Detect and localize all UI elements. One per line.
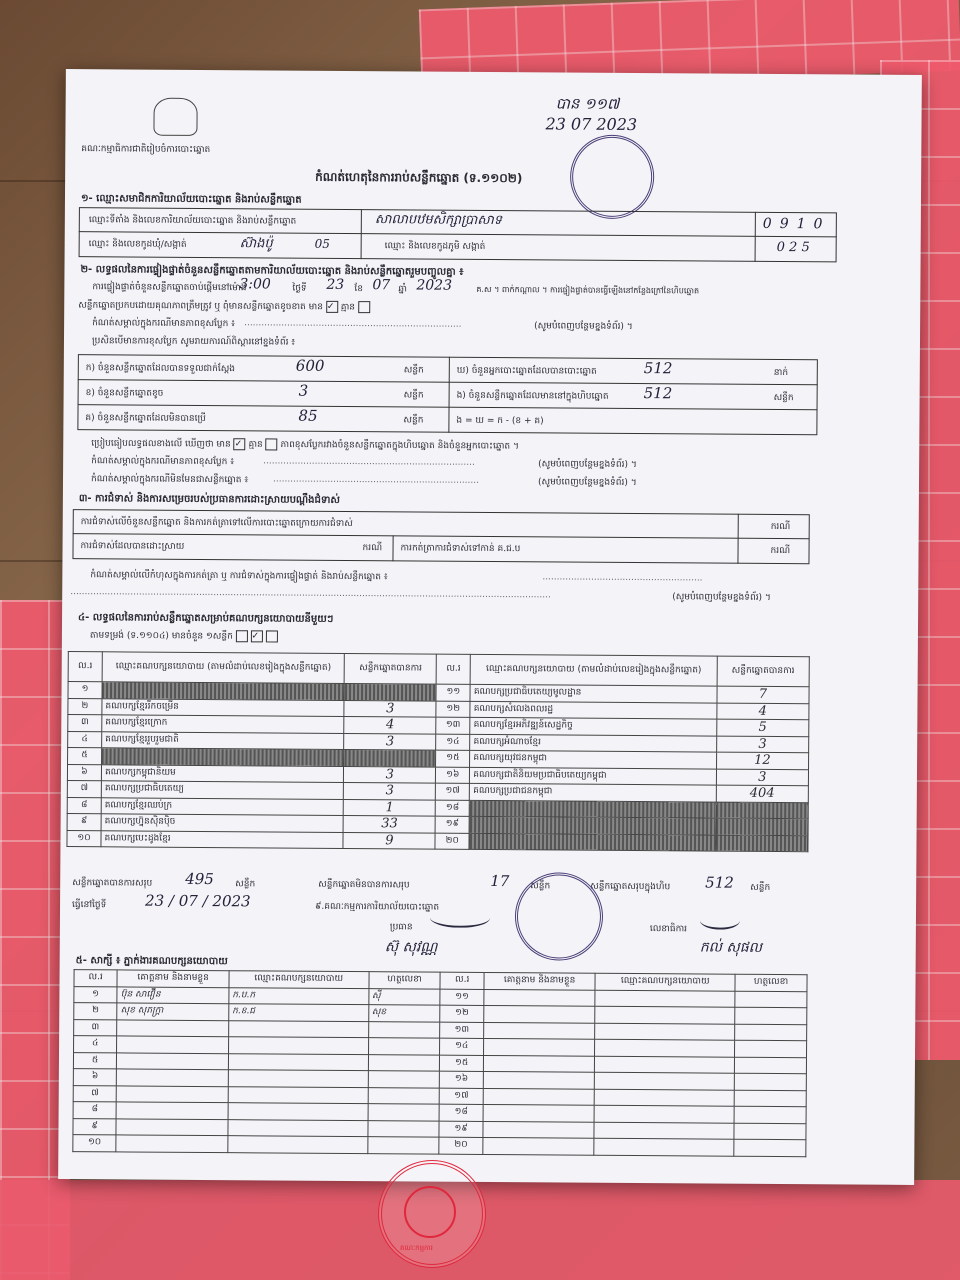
total-box-value: 512 [705, 873, 734, 892]
witness-no: ១៣ [440, 1022, 483, 1039]
party-number: ៩ [67, 814, 101, 831]
empty-cell [483, 1038, 595, 1055]
discrepancy-line: ប្រៀបធៀបលទ្ធផលខាងលើ ឃើញថា មាន ✓ គ្មាន ភាពខុសប្លែករវាងចំនួនសន្លឹកឆ្នោតក្នុងហិបឆ្នោត និងចំនួនអ្នកបោះឆ្នោត ។ [91, 438, 519, 452]
commune-label: ឈ្មោះ និងលេខកូដឃុំ/សង្កាត់ [88, 239, 187, 250]
party-number: ១៥ [436, 750, 470, 767]
witness-name [117, 1019, 229, 1036]
empty-cell [483, 1055, 595, 1072]
party-votes [344, 683, 436, 700]
chair-label: ប្រធាន [389, 922, 413, 933]
party-number: ១២ [436, 701, 470, 718]
year-value: 2023 [416, 277, 453, 294]
party-number: ១៤ [436, 734, 470, 751]
empty-cell [734, 1106, 806, 1123]
empty-cell [734, 1057, 806, 1074]
date-label: ធ្វើនៅថ្ងៃទី [72, 900, 107, 911]
start-time-value: 3:00 [239, 276, 271, 293]
party-name [102, 748, 345, 766]
month-value: 07 [372, 277, 391, 294]
witness-sig [368, 1038, 440, 1055]
party-votes: 12 [716, 752, 808, 769]
party-name [469, 800, 716, 818]
party-votes: 9 [343, 832, 435, 849]
party-name: គណបក្សខ្មែរក្រោក [102, 715, 345, 733]
witness-name [116, 1135, 228, 1152]
party-number: ៣ [68, 715, 102, 732]
party-name: គណបក្សខ្មែររួបរួមជាតិ [102, 731, 345, 749]
stamp-note: បាន ១១៧ [555, 94, 620, 113]
section-4-title: ៤- លទ្ធផលនៃការរាប់សន្លឹកឆ្នោតសម្រាប់គណបក្សនយោបាយនីមួយៗ [78, 612, 334, 625]
witness-no: ៥ [73, 1052, 116, 1069]
party-votes: 404 [716, 785, 808, 802]
witness-no: ១៧ [440, 1088, 483, 1105]
empty-cell [595, 1006, 735, 1023]
start-time-label: ការផ្ទៀងផ្ទាត់ចំនួនសន្លឹកឆ្នោតចាប់ផ្តើមនៅម៉ោង [92, 282, 247, 294]
witness-no: ១៨ [440, 1104, 483, 1121]
empty-cell [594, 1105, 734, 1122]
party-votes: 3 [344, 733, 436, 750]
witness-party [228, 1136, 368, 1153]
party-number: ៤ [68, 731, 102, 748]
section-3-title: ៣- ការជំទាស់ និងការសម្រេចរបស់ប្រធានការដោះស្រាយបណ្ដឹងជំទាស់ [78, 493, 340, 506]
witness-no: ១៦ [440, 1071, 483, 1088]
party-votes: 4 [344, 716, 436, 733]
party-name: គណបក្សខ្មែរឈប់ក្រ [101, 797, 344, 815]
party-name: គណបក្សសំលេងពលរដ្ឋ [470, 701, 717, 719]
count-d-value: 512 [643, 359, 673, 378]
witness-party [228, 1086, 368, 1103]
section-1-title: ១- ឈ្មោះសមាជិកការិយាល័យបោះឆ្នោត និងរាប់សន្លឹកឆ្នោត [80, 193, 302, 206]
party-name [469, 816, 716, 834]
party-number: ១៩ [435, 816, 469, 833]
party-name: គណបក្សខ្មែររីកចម្រើន [102, 698, 345, 716]
village-label: ឈ្មោះ និងលេខកូដភូមិ សង្កាត់ [384, 241, 486, 252]
party-name: គណបក្សប្រជាធិបតេយ្យ [101, 781, 344, 799]
empty-cell [734, 1073, 806, 1090]
party-number: ២ [68, 698, 102, 715]
emblem-icon [153, 98, 197, 136]
count-c-value: 85 [298, 406, 318, 425]
empty-cell [594, 1122, 734, 1139]
empty-cell [595, 1023, 735, 1040]
section-2-title: ២- លទ្ធផលនៃការផ្ទៀងផ្ទាត់ចំនួនសន្លឹកឆ្នោតតាមការិយាល័យបោះឆ្នោត និងរាប់សន្លឹកឆ្នោតរួមបញ្ចូលគ្នា ៖ [80, 264, 464, 278]
witness-sig [367, 1137, 439, 1154]
era-text: គ.ស ។ ពាក់កណ្ដាល ។ ការផ្ទៀងផ្ទាត់បានធ្វើឡើងនៅកន្លែងក្រៅនៃហិបឆ្នោត [476, 284, 700, 296]
witness-no: ២ [74, 1003, 117, 1020]
hint-1: (សូមបំពេញបន្ថែមខ្នងទំព័រ) ។ [534, 321, 633, 332]
witness-name: សុខ សុភក្ត្រា [117, 1003, 229, 1020]
party-name: គណបក្សហ្វ៊ុនស៊ិនប៉ិច [101, 814, 344, 832]
witness-no: ១០ [73, 1135, 116, 1152]
witness-name [117, 1085, 229, 1102]
secretary-name: កល់ សុផល [699, 939, 763, 956]
office-name-label: ឈ្មោះទីតាំង និងលេខការិយាល័យបោះឆ្នោត និងរាប់សន្លឹកឆ្នោត [88, 215, 297, 227]
empty-cell [595, 1072, 735, 1089]
committee-seal-purple [515, 872, 604, 961]
witness-party [228, 1053, 368, 1070]
empty-cell [594, 1138, 734, 1155]
party-name: គណបក្សបេះដូងខ្មែរ [101, 830, 344, 848]
party-votes: 3 [344, 766, 436, 783]
office-name-value: សាលាបឋមសិក្សាប្រាសាទ [374, 212, 503, 229]
after-objection-note: កំណត់សម្គាល់លើកំហុសក្នុងការកត់ត្រា ឬ ការជំទាស់ក្នុងការផ្ទៀងផ្ទាត់ និងរាប់សន្លឹកឆ្នោត ៖ [90, 570, 388, 583]
total-valid-label: សន្លឹកឆ្នោតបានការសរុប [72, 878, 153, 889]
party-name [102, 682, 345, 700]
witness-party [228, 1070, 368, 1087]
official-seal-purple [570, 135, 655, 220]
party-number: ១០ [67, 830, 101, 847]
witness-name [117, 1069, 229, 1086]
party-name: គណបក្សអំណាចខ្មែរ [470, 734, 717, 752]
quality-line: សន្លឹកឆ្នោតប្រកបដោយគុណភាពត្រឹមត្រូវ ឬ ពុំមានសន្លឹកឆ្នោតខូចខាត មាន ✓ គ្មាន [78, 299, 370, 315]
witness-name [116, 1118, 228, 1135]
empty-cell [735, 1007, 807, 1024]
party-votes: 3 [716, 736, 808, 753]
witness-no: ១ [74, 986, 117, 1003]
empty-cell [483, 1071, 595, 1088]
commune-value: ស៊ាងប៉ូ [239, 236, 273, 252]
party-votes: 3 [716, 769, 808, 786]
party-votes [716, 802, 808, 819]
witness-sig [368, 1021, 440, 1038]
empty-cell [735, 1024, 807, 1041]
witness-no: ៩ [73, 1118, 116, 1135]
witness-party [228, 1037, 368, 1054]
form-title: កំណត់ហេតុនៃការរាប់សន្លឹកឆ្នោត (ទ.១១០២) [315, 169, 523, 186]
witness-sig [368, 1054, 440, 1071]
empty-cell [484, 1005, 596, 1022]
party-votes: 1 [344, 799, 436, 816]
empty-cell [734, 1090, 806, 1107]
party-number: ១១ [436, 684, 470, 701]
empty-cell [595, 990, 735, 1007]
section-5-title: ៥- សាក្សី ៖ ភ្នាក់ងារគណបក្សនយោបាយ [75, 955, 228, 968]
witness-name [117, 1052, 229, 1069]
office-code: 0910 [762, 215, 831, 233]
party-number: ៦ [67, 764, 101, 781]
party-name: គណបក្សជាតិនិយមប្រជាធិបតេយ្យកម្ពុជា [470, 767, 717, 785]
witness-table: ល.រ គោត្តនាម និងនាមខ្លួន ឈ្មោះគណបក្សនយោបាយ ហត្ថលេខា ល.រ គោត្តនាម និងនាមខ្លួន ឈ្មោះគណបក្សនយោបាយ ហត្ថលេខា ១ ប៊ុន សាវឿន ក.ប.ក ស៊ី ១១ ២ សុខ សុភក្ត្រា ក.ខ.ជ សុខ ១២ ៣ ១៣ ៤ ១៤ ៥ ១៥ ៦ ១៦ ៧ ១៧ ៨ ១៨ ៩ ១៩ ១០ ២០ [72, 969, 807, 1157]
party-votes: 5 [717, 719, 809, 736]
witness-party [228, 1103, 368, 1120]
party-number: ៥ [68, 748, 102, 765]
count-a-value: 600 [295, 356, 325, 375]
count-e-value: 512 [643, 384, 673, 403]
total-invalid-label: សន្លឹកឆ្នោតមិនបានការសរុប [318, 879, 410, 891]
witness-party: ក.ខ.ជ [229, 1004, 369, 1021]
party-number: ២០ [435, 833, 469, 850]
party-number: ១៧ [436, 783, 470, 800]
witness-no: ១២ [440, 1005, 483, 1022]
chair-signature [430, 908, 490, 928]
witness-name [116, 1102, 228, 1119]
witness-no: ១៩ [439, 1121, 482, 1138]
witness-no: ៤ [74, 1036, 117, 1053]
empty-cell [595, 1056, 735, 1073]
note-line: ប្រសិនបើមានការខុសប្លែក សូមរាយការណ៍ពិស្ដារនៅខ្នងទំព័រ ៖ [91, 336, 296, 348]
witness-sig [368, 1104, 440, 1121]
empty-cell [483, 1088, 595, 1105]
witness-no: ៦ [73, 1069, 116, 1086]
witness-party [228, 1119, 368, 1136]
none-checkbox[interactable] [358, 301, 370, 313]
empty-cell [484, 989, 596, 1006]
witness-name: ប៊ុន សាវឿន [117, 986, 229, 1003]
party-votes: 33 [344, 815, 436, 832]
party-name: គណបក្សយុវជនកម្ពុជា [470, 750, 717, 768]
witness-sig [367, 1120, 439, 1137]
empty-cell [735, 991, 807, 1008]
party-votes [716, 835, 808, 852]
party-votes: 7 [717, 686, 809, 703]
empty-cell [735, 1040, 807, 1057]
red-official-seal: គណៈកម្មការ [378, 1160, 486, 1268]
party-number: ១៦ [436, 767, 470, 784]
discrepancy-have-checkbox[interactable]: ✓ [234, 438, 246, 450]
empty-cell [483, 1121, 595, 1138]
ministry-header: គណៈកម្មាធិការជាតិរៀបចំការបោះឆ្នោត [81, 144, 211, 156]
empty-cell [734, 1139, 806, 1156]
secretary-signature [700, 911, 740, 929]
election-form-sheet: គណៈកម្មាធិការជាតិរៀបចំការបោះឆ្នោត បាន ១១៧ 23 07 2023 កំណត់ហេតុនៃការរាប់សន្លឹកឆ្នោត (ទ.១១០២) ១- ឈ្មោះសមាជិកការិយាល័យបោះឆ្នោត និងរាប់សន្លឹកឆ្នោត ឈ្មោះទីតាំង និងលេខការិយាល័យបោះឆ្នោត និងរាប់សន្លឹកឆ្នោត សាលាបឋមសិក្សាប្រាសាទ ឈ្មោះ និងលេខកូដឃុំ/សង្កាត់ ស៊ាងប៉ូ 05 ឈ្មោះ និងលេខកូដភូមិ សង្កាត់ 0910 0 2 5 ២- លទ្ធផលនៃការផ្ទៀងផ្ទាត់ចំនួនសន្លឹកឆ្នោតតាមការិយាល័យបោះឆ្នោត និងរាប់សន្លឹកឆ្នោតរួមបញ្ចូលគ្នា ៖ ការផ្ទៀងផ្ទាត់ចំនួនសន្លឹកឆ្នោតចាប់ផ្តើមនៅម៉ោង 3:00 ថ្ងៃទី 23 ខែ 07 ឆ្នាំ 2023 គ.ស ។ ពាក់កណ្ដាល ។ ការផ្ទៀងផ្ទាត់បានធ្វើឡើងនៅកន្លែងក្រៅនៃហិបឆ្នោត សន្លឹកឆ្នោតប្រកបដោយគុណភាពត្រឹមត្រូវ ឬ ពុំមានសន្លឹកឆ្នោតខូចខាត មាន ✓ គ្មាន កំណត់សម្គាល់ក្នុងករណីមានភាពខុសប្លែក ៖ ............................................................................ (សូមបំពេញបន្ថែមខ្នងទំព័រ) ។ ប្រសិនបើមានការខុសប្លែក សូមរាយការណ៍ពិស្ដារនៅខ្នងទំព័រ ៖ ក) ចំនួនសន្លឹកឆ្នោតដែលបានទទួលជាក់ស្តែង 600 សន្លឹក ខ) ចំនួនសន្លឹកឆ្នោតខូច 3 សន្លឹក គ) ចំនួនសន្លឹកឆ្នោតដែលមិនបានប្រើ 85 សន្លឹក ឃ) ចំនួនអ្នកបោះឆ្នោតដែលបានបោះឆ្នោត 512 នាក់ ង) ចំនួនសន្លឹកឆ្នោតដែលមាននៅក្នុងហិបឆ្នោត 512 សន្លឹក ង = ឃ = ក - (ខ + គ) ប្រៀបធៀបលទ្ធផលខាងលើ ឃើញថា មាន ✓ គ្មាន ភាពខុសប្លែករវាងចំនួនសន្លឹកឆ្នោតក្នុងហិបឆ្នោត និងចំនួនអ្នកបោះឆ្នោត ។ កំណត់សម្គាល់ក្នុងករណីមានភាពខុសប្លែក ៖ .......................................................................... (សូមបំពេញបន្ថែមខ្នងទំព័រ) ។ កំណត់សម្គាល់ក្នុងករណីមិនមែនជាសន្លឹកឆ្នោត ៖ ........................................................................ (សូមបំពេញបន្ថែមខ្នងទំព័រ) ។ ៣- ការជំទាស់ និងការសម្រេចរបស់ប្រធានការដោះស្រាយបណ្ដឹងជំទាស់ ការជំទាស់លើចំនួនសន្លឹកឆ្នោត និងការកត់ត្រាទៅលើការបោះឆ្នោតក្រោយការជំទាស់ ករណី ការជំទាស់ដែលបានដោះស្រាយ ករណី ការកត់ត្រាការជំទាស់ទៅកាន់ គ.ជ.ប ករណី កំណត់សម្គាល់លើកំហុសក្នុងការកត់ត្រា ឬ ការជំទាស់ក្នុងការផ្ទៀងផ្ទាត់ និងរាប់សន្លឹកឆ្នោត ៖ ........................................................ ........................................................................................................................................................................ (សូមបំពេញបន្ថែមខ្នងទំព័រ) ។ ៤- លទ្ធផលនៃការរាប់សន្លឹកឆ្នោតសម្រាប់គណបក្សនយោបាយនីមួយៗ តាមទម្រង់ (ទ.១១០៤) មានចំនួន ១សន្លឹក ✓ ល.រ ឈ្មោះគណបក្សនយោបាយ (តាមលំដាប់លេខរៀងក្នុងសន្លឹកឆ្នោត) សន្លឹកឆ្នោតបានការ ល.រ ឈ្មោះគណបក្សនយោបាយ (តាមលំដាប់លេខរៀងក្នុងសន្លឹកឆ្នោត) សន្លឹកឆ្នោតបានការ ១ ១១ គណបក្សប្រជាធិបតេយ្យមូលដ្ឋាន 7 ២ គណបក្សខ្មែររីកចម្រើន 3 ១២ គណបក្សសំលេងពលរដ្ឋ 4 ៣ គណបក្សខ្មែរក្រោក 4 ១៣ គណបក្សខ្មែរអភិវឌ្ឍន៍សេដ្ឋកិច្ច 5 ៤ គណបក្សខ្មែររួបរួមជាតិ 3 ១៤ គណបក្សអំណាចខ្មែរ 3 ៥ ១៥ គណបក្សយុវជនកម្ពុជា 12 ៦ គណបក្សកម្ពុជានិយម 3 ១៦ គណបក្សជាតិនិយមប្រជាធិបតេយ្យកម្ពុជា 3 ៧ គណបក្សប្រជាធិបតេយ្យ 3 ១៧ គណបក្សប្រជាជនកម្ពុជា 404 ៨ គណបក្សខ្មែរឈប់ក្រ 1 ១៨ ៩ គណបក្សហ្វ៊ុនស៊ិនប៉ិច 33 ១៩ ១០ គណបក្សបេះដូងខ្មែរ 9 ២០ សន្លឹកឆ្នោតបានការសរុប 495 សន្លឹក សន្លឹកឆ្នោតមិនបានការសរុប 17 សន្លឹក សន្លឹកឆ្នោតសរុបក្នុងហិប 512 សន្លឹក ធ្វើនៅថ្ងៃទី 23 / 07 / 2023 ៩.គណៈកម្មការការិយាល័យបោះឆ្នោត ប្រធាន ស៊ុ សុវណ្ណ លេខាធិការ កល់ សុផល ៥- សាក្សី ៖ ភ្នាក់ងារគណបក្សនយោបាយ ល.រ គោត្តនាម និងនាមខ្លួន ឈ្មោះគណបក្សនយោបាយ ហត្ថលេខា ល.រ គោត្តនាម និងនាមខ្លួន ឈ្មោះគណបក្សនយោបាយ ហត្ថលេខា ១ ប៊ុន សាវឿន ក.ប.ក ស៊ី ១១ ២ សុខ សុភក្ត្រា ក.ខ.ជ សុខ ១២ ៣ ១៣ ៤ ១៤ ៥ ១៥ ៦ ១៦ ៧ ១៧ ៨ ១៨ ៩ ១៩ ១០ ២០ [58, 69, 922, 1185]
witness-sig: សុខ [368, 1005, 440, 1022]
party-votes [344, 749, 436, 766]
witness-no: ២០ [439, 1137, 482, 1154]
date-value: 23 / 07 / 2023 [145, 891, 251, 911]
stamp-date: 23 07 2023 [545, 114, 638, 135]
village-code: 0 2 5 [776, 239, 810, 256]
party-votes: 4 [717, 703, 809, 720]
party-votes: 3 [344, 700, 436, 717]
seal-emblem-icon [404, 1186, 456, 1238]
chair-name: ស៊ុ សុវណ្ណ [384, 939, 438, 956]
section-4-sub: តាមទម្រង់ (ទ.១១០៤) មានចំនួន ១សន្លឹក ✓ [90, 629, 278, 644]
witness-no: ១៥ [440, 1055, 483, 1072]
witness-no: ៣ [74, 1019, 117, 1036]
witness-no: ៧ [73, 1085, 116, 1102]
empty-cell [483, 1104, 595, 1121]
party-name: គណបក្សប្រជាធិបតេយ្យមូលដ្ឋាន [470, 684, 717, 702]
empty-cell [734, 1123, 806, 1140]
party-name: គណបក្សប្រជាជនកម្ពុជា [470, 783, 717, 801]
witness-no: ១៤ [440, 1038, 483, 1055]
witness-no: ១១ [440, 989, 483, 1006]
count-b-value: 3 [298, 381, 309, 400]
party-number: ៨ [67, 797, 101, 814]
witness-sig: ស៊ី [368, 988, 440, 1005]
witness-no: ៨ [73, 1102, 116, 1119]
witness-party: ក.ប.ក [229, 987, 369, 1004]
total-box-label: សន្លឹកឆ្នោតសរុបក្នុងហិប [590, 881, 671, 893]
party-number: ៧ [67, 781, 101, 798]
party-name: គណបក្សខ្មែរអភិវឌ្ឍន៍សេដ្ឋកិច្ច [470, 717, 717, 735]
witness-sig [368, 1087, 440, 1104]
party-number: ១៣ [436, 717, 470, 734]
one-sheet-checkbox[interactable]: ✓ [251, 630, 263, 642]
total-valid-value: 495 [185, 869, 214, 889]
witness-party [228, 1020, 368, 1037]
empty-cell [483, 1022, 595, 1039]
party-name: គណបក្សកម្ពុជានិយម [101, 764, 344, 782]
witness-sig [368, 1071, 440, 1088]
discrepancy-none-checkbox[interactable] [266, 438, 278, 450]
empty-cell [595, 1039, 735, 1056]
witness-name [117, 1036, 229, 1053]
party-name [469, 833, 716, 851]
party-votes [716, 818, 808, 835]
empty-cell [483, 1137, 595, 1154]
empty-cell [595, 1089, 735, 1106]
committee-label: ៩.គណៈកម្មការការិយាល័យបោះឆ្នោត [315, 901, 440, 913]
party-results-table: ល.រ ឈ្មោះគណបក្សនយោបាយ (តាមលំដាប់លេខរៀងក្នុងសន្លឹកឆ្នោត) សន្លឹកឆ្នោតបានការ ល.រ ឈ្មោះគណបក្សនយោបាយ (តាមលំដាប់លេខរៀងក្នុងសន្លឹកឆ្នោត) សន្លឹកឆ្នោតបានការ ១ ១១ គណបក្សប្រជាធិបតេយ្យមូលដ្ឋាន 7 ២ គណបក្សខ្មែររីកចម្រើន 3 ១២ គណបក្សសំលេងពលរដ្ឋ 4 ៣ គណបក្សខ្មែរក្រោក 4 ១៣ គណបក្សខ្មែរអភិវឌ្ឍន៍សេដ្ឋកិច្ច 5 ៤ គណបក្សខ្មែររួបរួមជាតិ 3 ១៤ គណបក្សអំណាចខ្មែរ 3 ៥ ១៥ គណបក្សយុវជនកម្ពុជា 12 ៦ គណបក្សកម្ពុជានិយម 3 ១៦ គណបក្សជាតិនិយមប្រជាធិបតេយ្យកម្ពុជា 3 ៧ គណបក្សប្រជាធិបតេយ្យ 3 ១៧ គណបក្សប្រជាជនកម្ពុជា 404 ៨ គណបក្សខ្មែរឈប់ក្រ 1 ១៨ ៩ គណបក្សហ្វ៊ុនស៊ិនប៉ិច 33 ១៩ ១០ គណបក្សបេះដូងខ្មែរ 9 ២០ [66, 651, 809, 852]
day-value: 23 [326, 276, 345, 293]
commune-number: 05 [314, 236, 331, 251]
party-number: ១ [68, 682, 102, 699]
secretary-label: លេខាធិការ [649, 924, 688, 935]
total-invalid-value: 17 [490, 872, 510, 891]
party-votes: 3 [344, 782, 436, 799]
party-number: ១៨ [435, 800, 469, 817]
formula: ង = ឃ = ក - (ខ + គ) [456, 415, 544, 427]
reason-label: កំណត់សម្គាល់ក្នុងករណីមានភាពខុសប្លែក ៖ [92, 318, 236, 330]
have-checkbox[interactable]: ✓ [326, 301, 338, 313]
